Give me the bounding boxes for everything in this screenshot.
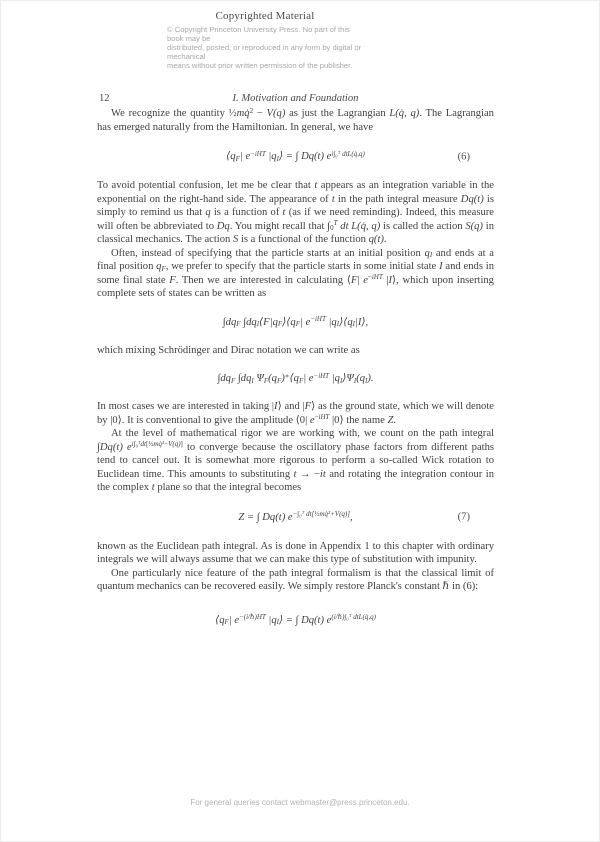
page-number: 12 [99, 93, 110, 104]
chapter-title: I. Motivation and Foundation [232, 93, 359, 104]
copyright-notice-line: distributed, posted, or reproduced in any form by digital or mechanical [167, 43, 362, 61]
equation-hbar-restored [97, 613, 494, 628]
equation-wavefunctions-math: $\int dq_F$ $\int dq_I$ $\Psi_F(q_F)^∗⟨q_F|$ $e^{-iHT}$ $|q_I⟩\Psi_I(q_I)$. [217, 371, 374, 385]
copyright-notice [167, 25, 363, 70]
equation-7-number: (7) [457, 511, 470, 523]
paragraph-euclidean-path-integral: known as the Euclidean path integral. As is done in Appendix 1 to this chapter with ordinary integrals we will always assume that we can make this type of substitution with impunity. [97, 540, 494, 565]
equation-6-number: (6) [457, 151, 470, 162]
copyright-banner [167, 10, 363, 70]
equation-complete-sets-math: $\int dq_F$ $\int dq_I⟨F|q_F⟩⟨q_F|$ $e^{-iHT}$ $|q_I⟩⟨q_I|I⟩$, [222, 315, 369, 329]
copyright-banner-title: Copyrighted Material [215, 10, 315, 22]
paragraph-integration-variable: To avoid potential confusion, let me be clear that t appears as an integration variable in the exponential on the right-hand side. The appearance of t in the path integral measure Dq(t) is simply to remind us that q is a function of t (as if we need reminding). Indeed, this measure will often be abbreviated to Dq. You might recall that $\int_0^T$ dt L(q̇, q) is called the action S(q) in classical mechanics. The action S is a functional of the function q(t). [97, 180, 495, 245]
page-body [97, 107, 494, 628]
paragraph-classical-limit: One particularly nice feature of the path integral formalism is that the classical limit of quantum mechanics can be recovered easily. We simply restore Planck's constant ℏ in (6): [97, 567, 494, 592]
paragraph-schrodinger-dirac: which mixing Schrödinger and Dirac notation we can write as [97, 344, 360, 356]
paragraph-initial-final-state: Often, instead of specifying that the particle starts at an initial position $q_I$ and ends at a final position $q_F$, we prefer to specify that the particle starts in some initial state I and ends in some final state F. Then we are interested in calculating ⟨F| $e^{-iHT}$ |I⟩, which upon inserting complete sets of states can be written as [97, 247, 494, 299]
equation-7 [97, 510, 494, 525]
paragraph-ground-state-z: In most cases we are interested in taking |I⟩ and |F⟩ as the ground state, which we will denote by |0⟩. It is conventional to give the amplitude ⟨0| $e^{-iHT}$ |0⟩ the name Z. [97, 401, 494, 426]
copyright-notice-line: means without prior written permission of the publisher. [167, 61, 353, 70]
footer-contact: For general queries contact webmaster@press.princeton.edu. [190, 798, 410, 807]
equation-6-math: $⟨q_F|$ $e^{-iHT}$ $|q_I⟩$ = ∫ Dq(t) $e^{i\int_0ᵀ dtL(q̇,q)}$ [226, 149, 365, 163]
running-head [97, 93, 494, 107]
equation-wavefunctions [97, 371, 494, 386]
equation-hbar-restored-math: $⟨q_F|$ $e^{-(i/\hbar)HT}$ $|q_I⟩$ = ∫ Dq(t) $e^{(i/\hbar)\int_0ᵀ dtL(q̇,q)}$ [215, 613, 376, 627]
equation-6 [97, 149, 494, 164]
paragraph-wick-rotation: At the level of mathematical rigor we are working with, we count on the path integral ∫Dq(t) $e^{i\int_0ᵀdt[\frac{1}{2}mq̇^2-V(q)]}$ to converge because the oscillatory phase factors from different paths tend to cancel out. It is somewhat more rigorous to perform a so-called Wick rotation to Euclidean time. This amounts to substituting t → −it and rotating the integration contour in the complex t plane so that the integral becomes [97, 428, 495, 493]
equation-7-math: Z = ∫ Dq(t) $e^{-\int_0ᵀ dt[\frac{1}{2}mq̇^2+V(q)]}$, [238, 510, 353, 523]
equation-complete-sets [97, 315, 494, 330]
copyright-notice-line: © Copyright Princeton University Press. No part of this book may be [167, 25, 350, 43]
paragraph-recognize-lagrangian: We recognize the quantity ½mq̇$^2$ − V(q) as just the Lagrangian L(q̇, q). The Lagrangian has emerged naturally from the Hamiltonian. In general, we have [97, 106, 494, 133]
